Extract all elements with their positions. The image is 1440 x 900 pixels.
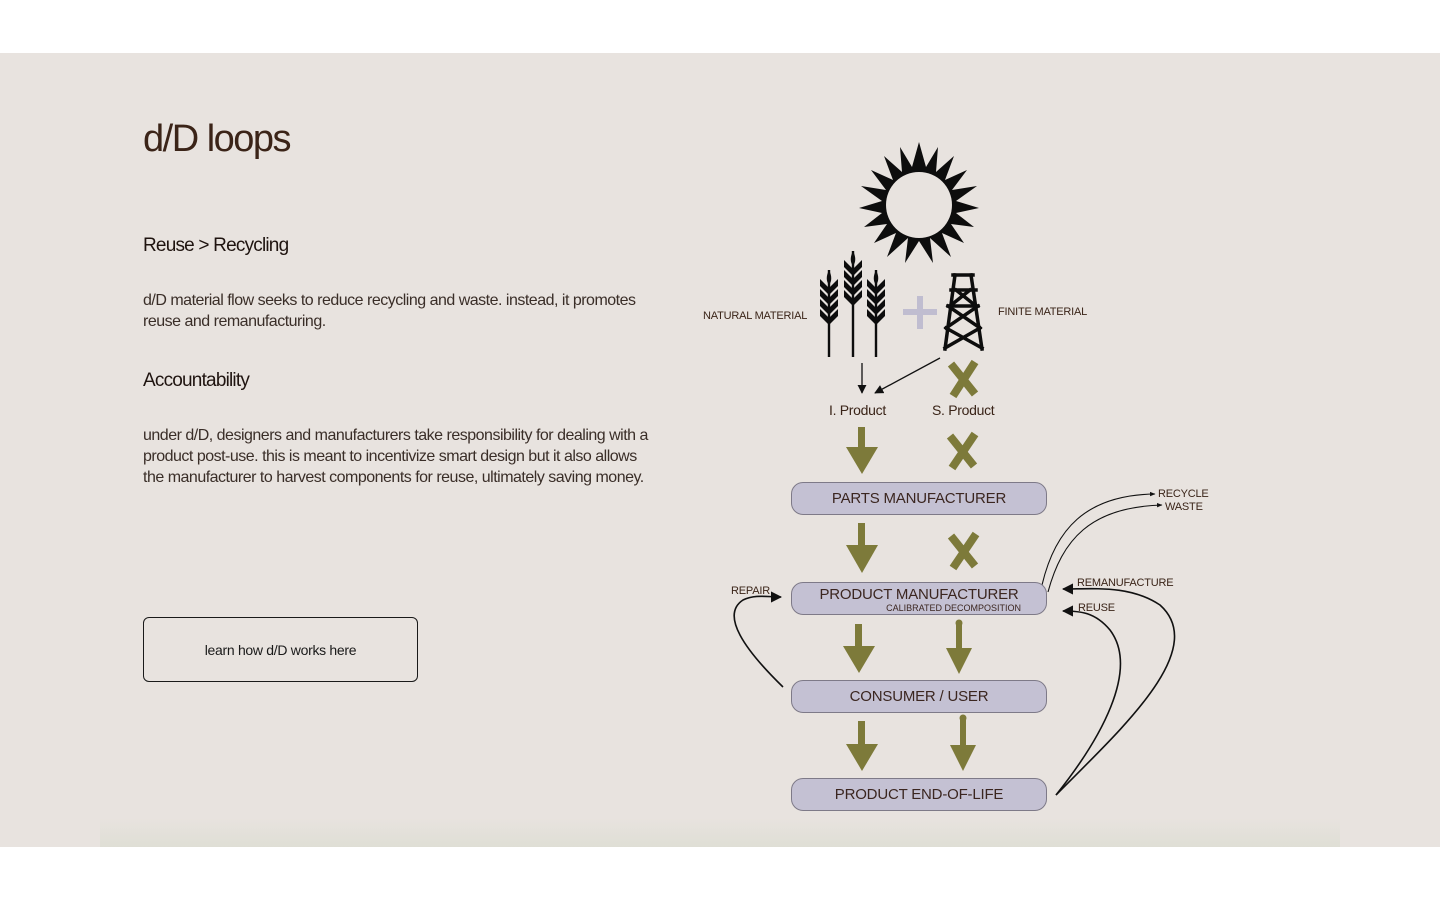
stage-label: PRODUCT END-OF-LIFE	[834, 786, 1004, 803]
synthetic-product-label: S. Product	[932, 402, 995, 418]
recycle-label: RECYCLE	[1158, 488, 1209, 500]
page-title: d/D loops	[143, 118, 291, 160]
natural-material-label: NATURAL MATERIAL	[703, 310, 808, 322]
stage-label: PARTS MANUFACTURER	[831, 490, 1007, 507]
section-body-reuse: d/D material flow seeks to reduce recycling and waste. instead, it promotes reuse and remanufacturing.	[143, 292, 636, 330]
remanufacture-label: REMANUFACTURE	[1077, 577, 1174, 589]
stage-label: CONSUMER / USER	[849, 688, 989, 705]
stage-sublabel: CALIBRATED DECOMPOSITION	[886, 603, 1021, 613]
finite-material-label: FINITE MATERIAL	[998, 306, 1088, 318]
stage-product-end-of-life	[791, 778, 1047, 811]
learn-more-button[interactable]: learn how d/D works here	[143, 617, 418, 682]
stage-parts-manufacturer	[791, 482, 1047, 515]
stage-product-manufacturer	[791, 582, 1047, 615]
repair-label: REPAIR	[731, 585, 770, 597]
waste-label: WASTE	[1165, 501, 1203, 513]
section-heading-reuse: Reuse > Recycling	[143, 235, 289, 256]
section-heading-accountability: Accountability	[143, 370, 250, 391]
reuse-label: REUSE	[1078, 602, 1115, 614]
panel-bottom-shade	[100, 818, 1340, 847]
stage-consumer-user	[791, 680, 1047, 713]
section-body-accountability: under d/D, designers and manufacturers take responsibility for dealing with a product post-use. this is meant to incentivize smart design but it also allows the manufacturer to harvest components for reuse, ultimately saving money.	[143, 427, 648, 486]
industrial-product-label: I. Product	[829, 402, 886, 418]
stage-label: PRODUCT MANUFACTURER	[819, 586, 1019, 603]
